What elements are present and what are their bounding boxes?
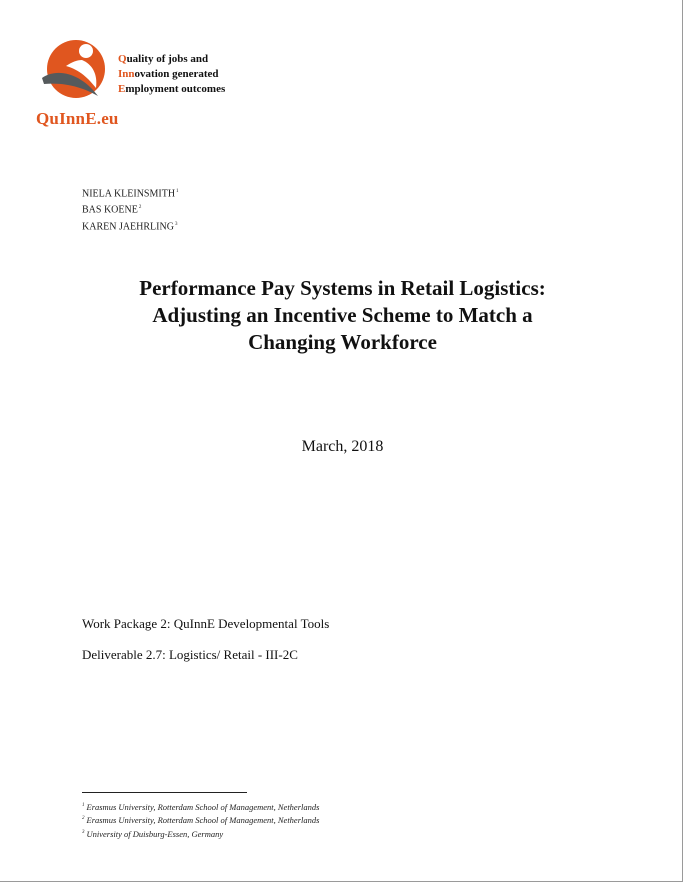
footnote: $^2$ Erasmus University, Rotterdam School of Management, Netherlands <box>82 815 320 826</box>
author: KAREN JAEHRLING$^3$ <box>82 220 178 232</box>
footnotes <box>82 800 319 840</box>
deliverable: Deliverable 2.7: Logistics/ Retail - III-2C <box>82 647 298 662</box>
logo-brand: QuInnE.eu <box>36 109 119 128</box>
logo-tagline <box>118 52 225 97</box>
logo-line-1: Quality of jobs and <box>118 53 209 65</box>
title-line-2: Adjusting an Incentive Scheme to Match a <box>152 303 533 327</box>
author: NIELA KLEINSMITH$^1$ <box>82 188 179 200</box>
footnote: $^1$ Erasmus University, Rotterdam School of Management, Netherlands <box>82 801 320 812</box>
work-package: Work Package 2: QuInnE Developmental Tools <box>82 616 330 631</box>
person-swoosh-logo-icon <box>36 38 116 110</box>
footnote-divider <box>82 792 247 793</box>
author: BAS KOENE$^2$ <box>82 204 142 216</box>
author-list <box>82 185 179 234</box>
quinne-logo <box>36 38 266 133</box>
document-title <box>60 275 625 356</box>
logo-line-2: Innovation generated <box>118 68 219 80</box>
logo-line-3: Employment outcomes <box>118 83 226 95</box>
publication-date: March, 2018 <box>301 438 384 455</box>
footnote: $^3$ University of Duisburg-Essen, Germany <box>82 828 224 839</box>
title-line-1: Performance Pay Systems in Retail Logistics: <box>139 276 546 300</box>
title-line-3: Changing Workforce <box>248 330 437 354</box>
